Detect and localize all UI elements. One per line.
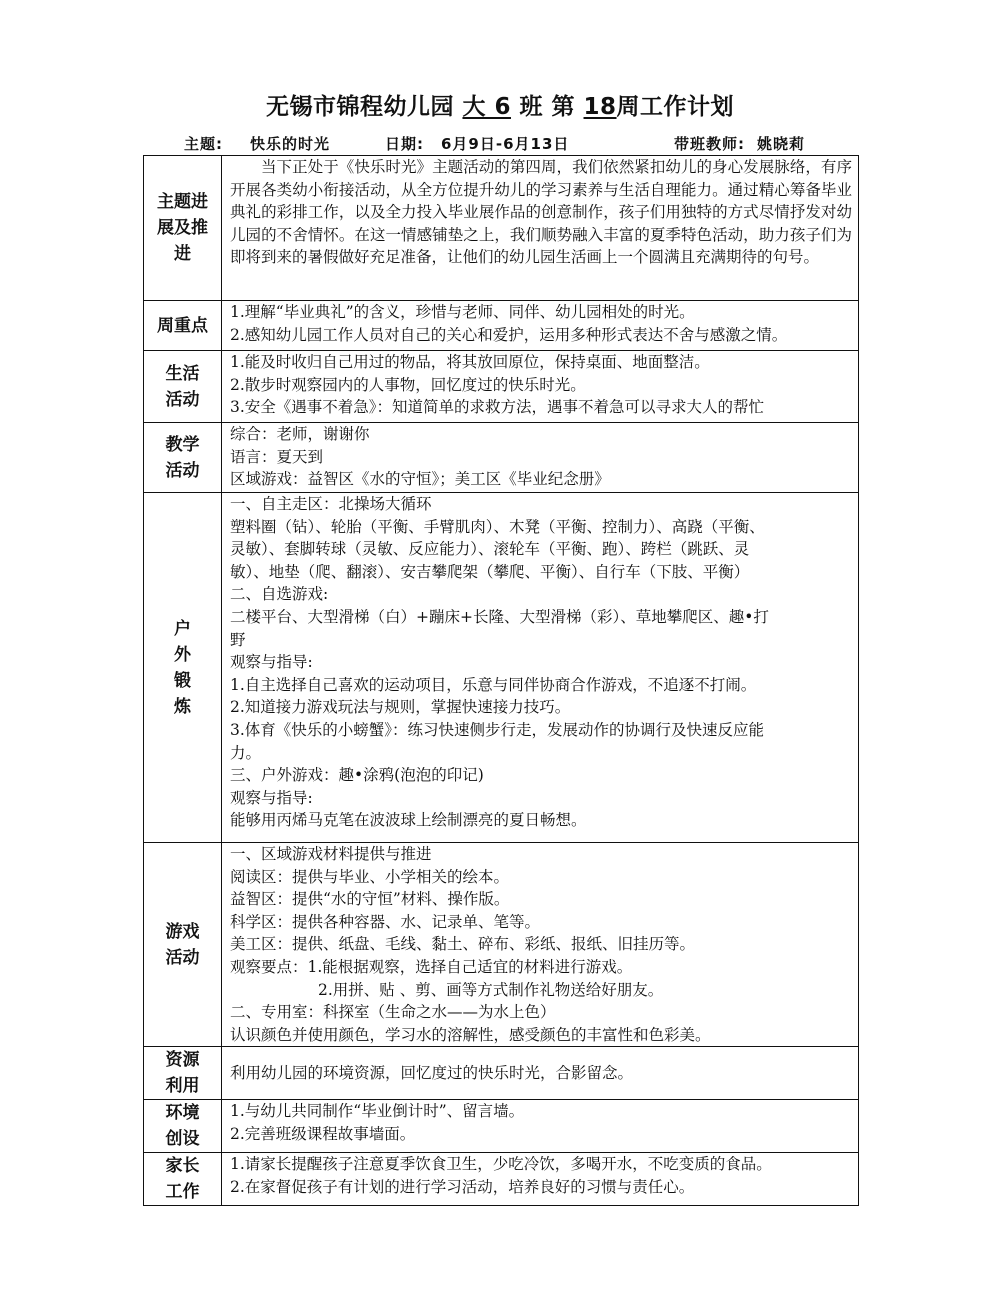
games-line: 二、专用室：科探室（生命之水——为水上色） xyxy=(230,1003,556,1022)
outdoor-line: 野 xyxy=(230,630,246,649)
label-line: 炼 xyxy=(174,696,191,717)
games-line: 益智区：提供“水的守恒”材料、操作版。 xyxy=(230,890,510,909)
label-resources xyxy=(144,1047,222,1100)
label-line: 工作 xyxy=(165,1182,200,1203)
row-theme-progress xyxy=(144,156,859,301)
row-games xyxy=(144,843,859,1047)
label-line: 活动 xyxy=(165,389,200,410)
outdoor-line: 力。 xyxy=(230,743,262,762)
label-line: 锻 xyxy=(174,670,191,691)
class-name: 大 6 xyxy=(462,94,511,120)
label-line: 游戏 xyxy=(165,921,200,942)
life-line: 2.散步时观察园内的人事物，回忆度过的快乐时光。 xyxy=(230,375,586,394)
label-weekly-focus: 周重点 xyxy=(144,301,222,351)
theme-value-text: 快乐的时光 xyxy=(250,135,331,153)
parents-line: 1.请家长提醒孩子注意夏季饮食卫生，少吃冷饮，多喝开水，不吃变质的食品。 xyxy=(230,1155,772,1174)
label-environment xyxy=(144,1100,222,1153)
content-games xyxy=(222,843,859,1047)
outdoor-line: 三、户外游戏：趣•涂鸦(泡泡的印记) xyxy=(230,766,484,785)
row-teaching xyxy=(144,423,859,493)
content-resources xyxy=(222,1047,859,1100)
outdoor-line: 灵敏）、套脚转球（灵敏、反应能力）、滚轮车（平衡、跑）、跨栏（跳跃、灵 xyxy=(230,540,750,559)
week-number: 18 xyxy=(583,94,617,120)
theme-label: 主题: xyxy=(184,135,223,153)
life-line: 3.安全《遇事不着急》：知道简单的求救方法，遇事不着急可以寻求大人的帮忙 xyxy=(230,398,765,417)
games-line: 阅读区：提供与毕业、小学相关的绘本。 xyxy=(230,867,510,886)
date-label: 日期: xyxy=(385,135,424,153)
teaching-line: 综合：老师，谢谢你 xyxy=(230,425,370,443)
focus-line: 1.理解“毕业典礼”的含义，珍惜与老师、同伴、幼儿园相处的时光。 xyxy=(230,303,695,321)
label-line: 展及推 xyxy=(157,218,208,238)
outdoor-line: 1.自主选择自己喜欢的运动项目，乐意与同伴协商合作游戏，不追逐不打闹。 xyxy=(230,675,757,694)
label-line: 活动 xyxy=(165,460,200,481)
page-title xyxy=(0,88,1000,121)
date-value-text: 6月9日-6月13日 xyxy=(441,135,570,153)
outdoor-line: 观察与指导: xyxy=(230,788,313,807)
date-value xyxy=(437,133,607,156)
content-theme-progress xyxy=(222,156,859,301)
teaching-line: 区域游戏：益智区《水的守恒》；美工区《毕业纪念册》 xyxy=(230,470,610,489)
teacher-label: 带班教师: xyxy=(674,135,745,153)
teaching-line: 语言：夏天到 xyxy=(230,447,324,466)
label-parents xyxy=(144,1153,222,1206)
outdoor-line: 能够用丙烯马克笔在波波球上绘制漂亮的夏日畅想。 xyxy=(230,811,587,830)
label-line: 家长 xyxy=(165,1156,200,1177)
label-line: 资源 xyxy=(165,1050,200,1071)
games-line: 观察要点：1.能根据观察，选择自己适宜的材料进行游戏。 xyxy=(230,957,633,976)
class-suffix: 班 第 xyxy=(510,94,584,120)
row-resources xyxy=(144,1047,859,1100)
outdoor-line: 2.知道接力游戏玩法与规则，掌握快速接力技巧。 xyxy=(230,698,571,717)
games-line: 2.用拼、贴 、剪、画等方式制作礼物送给好朋友。 xyxy=(318,980,664,999)
content-parents xyxy=(222,1153,859,1206)
content-weekly-focus xyxy=(222,301,859,351)
row-environment xyxy=(144,1100,859,1153)
life-line: 1.能及时收归自己用过的物品，将其放回原位，保持桌面、地面整洁。 xyxy=(230,353,710,371)
label-line: 外 xyxy=(174,644,191,665)
theme-value xyxy=(240,133,368,156)
theme-paragraph: 当下正处于《快乐时光》主题活动的第四周，我们依然紧扣幼儿的身心发展脉络，有序开展各类幼小衔接活动，从全方位提升幼儿的学习素养与生活自理能力。通过精心筹备毕业典礼的彩排工作，以及全力投入毕业展作品的创意制作，孩子们用独特的方式尽情抒发对幼儿园的不舍情怀。在这一情感铺垫之上，我们顺势融入丰富的夏季特色活动，助力孩子们为即将到来的暑假做好充足准备，让他们的幼儿园生活画上一个圆满且充满期待的句号。 xyxy=(230,158,852,267)
teacher-value: 姚晓莉 xyxy=(757,135,806,153)
label-line: 利用 xyxy=(165,1076,200,1097)
label-outdoor xyxy=(144,493,222,843)
content-teaching xyxy=(222,423,859,493)
label-line: 教学 xyxy=(165,434,200,455)
games-line: 认识颜色并使用颜色，学习水的溶解性，感受颜色的丰富性和色彩美。 xyxy=(230,1025,711,1044)
title-prefix: 无锡市锦程幼儿园 xyxy=(265,94,463,120)
label-teaching xyxy=(144,423,222,493)
label-games xyxy=(144,843,222,1047)
outdoor-line: 敏）、地垫（爬、翻滚）、安吉攀爬架（攀爬、平衡）、自行车（下肢、平衡） xyxy=(230,562,750,581)
outdoor-line: 3.体育《快乐的小螃蟹》：练习快速侧步行走，发展动作的协调行及快速反应能 xyxy=(230,720,765,739)
row-parents xyxy=(144,1153,859,1206)
label-line: 创设 xyxy=(165,1129,200,1150)
label-line: 活动 xyxy=(165,947,200,968)
label-theme-progress xyxy=(144,156,222,301)
focus-line: 2.感知幼儿园工作人员对自己的关心和爱护，运用多种形式表达不舍与感激之情。 xyxy=(230,325,788,344)
meta-line xyxy=(144,133,859,153)
outdoor-line: 一、自主走区：北操场大循环 xyxy=(230,495,432,513)
row-outdoor xyxy=(144,493,859,843)
games-line: 美工区：提供、纸盘、毛线、黏土、碎布、彩纸、报纸、旧挂历等。 xyxy=(230,935,696,954)
content-environment xyxy=(222,1100,859,1153)
row-weekly-focus xyxy=(144,301,859,351)
parents-line: 2.在家督促孩子有计划的进行学习活动，培养良好的习惯与责任心。 xyxy=(230,1177,695,1196)
label-line: 户 xyxy=(174,618,191,639)
content-outdoor xyxy=(222,493,859,843)
games-line: 一、区域游戏材料提供与推进 xyxy=(230,845,432,863)
outdoor-line: 塑料圈（钻）、轮胎（平衡、手臂肌肉）、木凳（平衡、控制力）、高跷（平衡、 xyxy=(230,517,765,536)
resources-line: 利用幼儿园的环境资源，回忆度过的快乐时光，合影留念。 xyxy=(230,1064,634,1083)
plan-table xyxy=(143,155,859,1206)
label-line: 进 xyxy=(174,244,191,264)
label-line: 生活 xyxy=(165,363,200,384)
label-line: 主题进 xyxy=(157,192,208,212)
games-line: 科学区：提供各种容器、水、记录单、笔等。 xyxy=(230,912,541,931)
row-life xyxy=(144,351,859,423)
label-line: 环境 xyxy=(165,1103,200,1124)
environment-line: 1.与幼儿共同制作“毕业倒计时”、留言墙。 xyxy=(230,1102,525,1121)
outdoor-line: 二楼平台、大型滑梯（白）+蹦床+长隆、大型滑梯（彩）、草地攀爬区、趣•打 xyxy=(230,607,769,626)
outdoor-line: 二、自选游戏: xyxy=(230,585,329,604)
title-suffix: 周工作计划 xyxy=(616,94,735,120)
outdoor-line: 观察与指导: xyxy=(230,653,313,672)
label-life xyxy=(144,351,222,423)
content-life xyxy=(222,351,859,423)
environment-line: 2.完善班级课程故事墙面。 xyxy=(230,1124,416,1143)
